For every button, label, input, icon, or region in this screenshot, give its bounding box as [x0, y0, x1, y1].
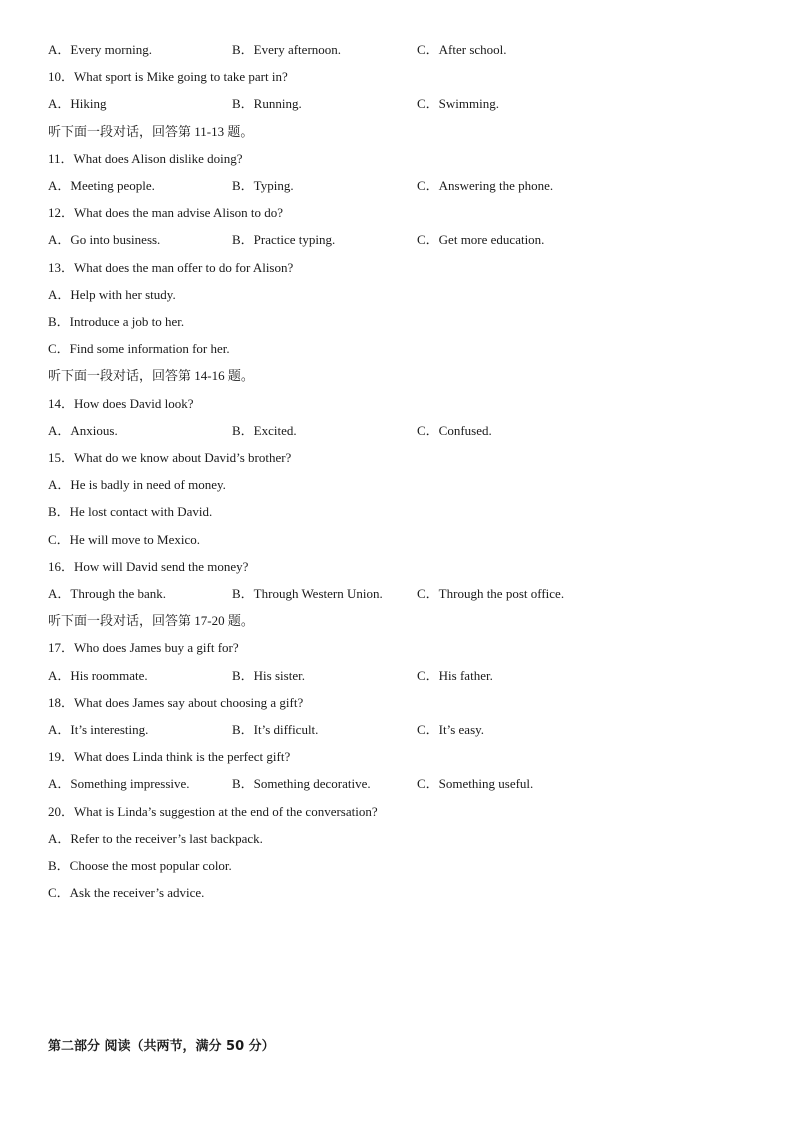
answer-option: C．Find some information for her. — [48, 341, 230, 357]
answer-option-a: A．Through the bank. — [48, 586, 167, 601]
answer-option-b: B．Every afternoon. — [232, 42, 342, 57]
answer-option-c: C．Through the post office. — [417, 586, 565, 601]
answer-option-a: A．Meeting people. — [48, 178, 155, 193]
answer-option-c: C．Answering the phone. — [417, 178, 554, 193]
section-heading: 第二部分 阅读（共两节，满分 50 分） — [48, 1039, 275, 1054]
answer-option: B．Choose the most popular color. — [48, 858, 232, 873]
answer-option: A．He is badly in need of money. — [48, 477, 226, 493]
answer-options-row — [48, 720, 748, 740]
answer-option: B．He lost contact with David. — [48, 504, 213, 520]
question-text: 18．What does James say about choosing a gift? — [48, 694, 304, 710]
answer-options-row — [48, 230, 748, 250]
question-text: 11．What does Alison dislike doing? — [48, 150, 243, 166]
answer-option-a: A．Something impressive. — [48, 776, 190, 792]
answer-option-a: A．Every morning. — [48, 42, 152, 57]
listening-instruction: 听下面一段对话，回答第 11-13 题。 — [48, 123, 254, 139]
answer-option-b: B．Typing. — [232, 178, 294, 193]
answer-options-row — [48, 176, 748, 196]
answer-option: A．Refer to the receiver’s last backpack. — [48, 830, 263, 846]
answer-options-row — [48, 774, 748, 794]
listening-instruction: 听下面一段对话，回答第 14-16 题。 — [48, 368, 254, 384]
question-text: 16．How will David send the money? — [48, 558, 249, 574]
answer-option: A．Help with her study. — [48, 286, 176, 302]
question-text: 14．How does David look? — [48, 395, 194, 411]
answer-options-row — [48, 94, 748, 114]
answer-options-row — [48, 40, 748, 60]
answer-option-a: A．Anxious. — [48, 422, 118, 438]
answer-option-c: C．After school. — [417, 42, 507, 57]
answer-option-a: A．His roommate. — [48, 667, 148, 683]
answer-option-b: B．Practice typing. — [232, 232, 336, 248]
answer-option-b: B．It’s difficult. — [232, 722, 319, 737]
answer-option-a: A．It’s interesting. — [48, 722, 149, 737]
question-text: 15．What do we know about David’s brother? — [48, 450, 292, 465]
answer-option-b: B．Excited. — [232, 422, 297, 438]
answer-option-a: A．Hiking — [48, 96, 107, 112]
listening-instruction: 听下面一段对话，回答第 17-20 题。 — [48, 613, 254, 629]
answer-option-c: C．Something useful. — [417, 776, 534, 792]
answer-option-c: C．His father. — [417, 667, 493, 683]
answer-option-a: A．Go into business. — [48, 232, 161, 248]
question-text: 19．What does Linda think is the perfect gift? — [48, 749, 291, 765]
question-text: 13．What does the man offer to do for Alison? — [48, 259, 294, 275]
answer-options-row — [48, 584, 748, 604]
answer-option-b: B．Something decorative. — [232, 776, 371, 792]
answer-options-row — [48, 666, 748, 686]
answer-option-b: B．Through Western Union. — [232, 586, 383, 601]
question-text: 12．What does the man advise Alison to do? — [48, 205, 284, 221]
answer-option: C．Ask the receiver’s advice. — [48, 885, 205, 901]
answer-option-c: C．Confused. — [417, 422, 492, 438]
answer-option-b: B．Running. — [232, 96, 302, 112]
question-text: 10．What sport is Mike going to take part in? — [48, 69, 288, 85]
answer-option-c: C．Get more education. — [417, 232, 545, 248]
answer-options-row — [48, 421, 748, 441]
answer-option: C．He will move to Mexico. — [48, 531, 201, 547]
answer-option: B．Introduce a job to her. — [48, 314, 185, 329]
question-text: 20．What is Linda’s suggestion at the end of the conversation? — [48, 803, 378, 819]
answer-option-c: C．It’s easy. — [417, 722, 485, 737]
answer-option-b: B．His sister. — [232, 667, 305, 683]
question-text: 17．Who does James buy a gift for? — [48, 640, 239, 656]
answer-option-c: C．Swimming. — [417, 96, 499, 112]
